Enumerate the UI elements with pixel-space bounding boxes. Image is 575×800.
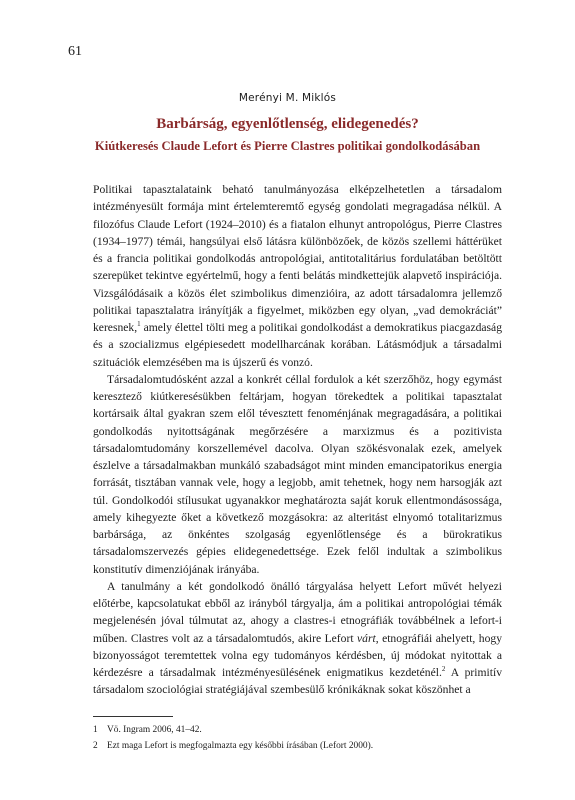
footnote-text: Vö. Ingram 2006, 41–42.: [107, 725, 202, 735]
paragraph-text: A tanulmány a két gondolkodó önálló tárgyalása helyett Lefort művét helyezi előtérbe, kapcsolatukat ebből az irányból tárgyalja, ám a politikai antropológiai témák megjelenésén jóval túlmutat az, ahogy a clastres-i etnográfiák továbbélnek a lefort-i műben. Clastres volt az a társadalomtudós, akire Lefort: [93, 579, 502, 645]
body-text: [93, 181, 502, 699]
paragraph-2: [93, 371, 502, 578]
article-subtitle: Kiútkeresés Claude Lefort és Pierre Clastres politikai gondolkodásában: [94, 139, 481, 153]
paragraph-text: , etnográfiái ahelyett, hogy bizonyosságot teremtettek volna egy tudományos kérdésben, új módokat nyitottak a kérdezésre a társadalmak intézményesülésének enigmatikus kezdeténél.: [93, 631, 502, 679]
article-title: Barbárság, egyenlőtlenség, elidegenedés?: [156, 116, 419, 132]
paragraph-1: [93, 181, 502, 371]
footnote-2: [93, 738, 502, 754]
page-number: 61: [68, 44, 82, 59]
paragraph-text: A primitív társadalom szociológiai stratégiájával szembesülő krónikáknak sokat köszönhet a: [93, 666, 502, 697]
paragraph-text: Társadalomtudósként azzal a konkrét céllal fordulok a két szerzőhöz, hogy egymást keresztező kiútkeresésükben feltárjam, hogyan törekedtek a politikai tapasztalat kortársaik által gyakran szem elől tévesztett fenoménjának megragadására, a politikai gondolkodás nyitottságának megőrzésére a marxizmus és a pozitivista társadalomtudomány korszellemével dacolva. Olyan szökésvonalak ezek, amelyek észlelve a társadalmakban munkáló szabadságot mint minden emancipatorikus energia forrását, tisztában vannak vele, hogy a legjobb, amit tehetnek, hogy nem harsogják azt túl. Gondolkodói stílusukat ugyanakkor meghatározta saját koruk ellentmondásossága, amely kihegyezte őket a következő mozgásokra: az alteritást elnyomó totalitarizmus barbársága, az önkéntes szolgaság egyenlőtlensége és a bürokratikus társadalomszervezés gépies elidegenedettsége. Ezek felől indultak a szimbolikus konstitutív dimenziójának irányába.: [93, 372, 502, 576]
footnotes: [93, 722, 502, 754]
footnote-text: Ezt maga Lefort is megfogalmazta egy későbbi írásában (Lefort 2000).: [107, 741, 374, 751]
paragraph-text: Politikai tapasztalataink beható tanulmányozása elképzelhetetlen a társadalom intézményesült formája mint értelemteremtő egység gondolati megragadása nélkül. A filozófus Claude Lefort (1924–2010) és a fiatalon elhunyt antropológus, Pierre Clastres (1934–1977) témái, hangsúlyai első látásra különbözőek, de közös szellemi háttérüket és a francia politikai gondolkodás antropológiai, antitotalitárius fordulatában betöltött szerepüket tekintve egyértelmű, hogy a fenti belátás mindkettejük alapvető inspirációja. Vizsgálódásaik a közös élet szimbolikus dimenzióira, az adott társadalomra jellemző politikai tapasztalatra irányítják a figyelmet, miközben egy olyan, „vad demokráciát” keresnek,: [93, 183, 502, 334]
author-name: Merényi M. Miklós: [238, 92, 337, 104]
footnote-ref-1[interactable]: 1: [137, 320, 141, 329]
footnote-separator: [93, 716, 173, 717]
footnote-number: 1: [93, 725, 98, 735]
paragraph-text: amely élettel tölti meg a politikai gondolkodást a demokratikus piacgazdaság és a szocializmus elgépiesedett modellharcának korában. Látásmódjuk a társadalmi szituációk elemzésében ma is újszerű és vonzó.: [93, 321, 502, 369]
footnote-1: [93, 722, 502, 738]
footnote-ref-2[interactable]: 2: [441, 665, 446, 674]
emphasis-text: várt: [357, 631, 376, 645]
paragraph-3: [93, 578, 502, 699]
footnote-number: 2: [93, 741, 98, 751]
